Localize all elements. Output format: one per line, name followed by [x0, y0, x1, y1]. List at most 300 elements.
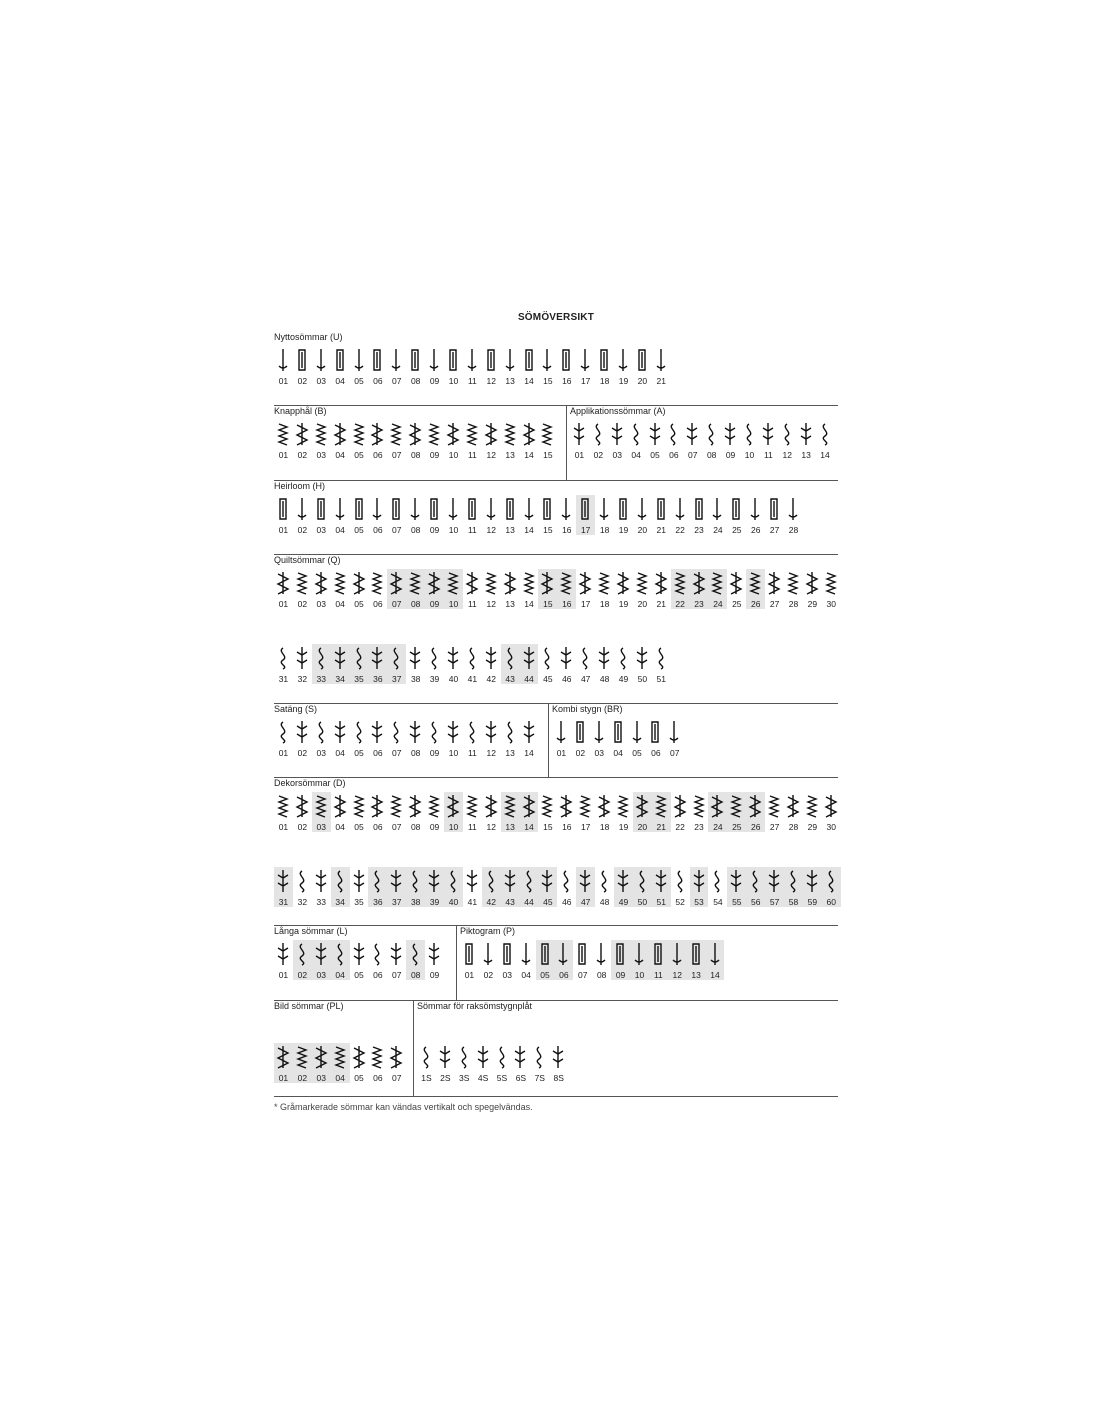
stitch-number: 16: [562, 376, 572, 386]
stitch-number: 15: [543, 376, 553, 386]
stitch-p-06: [554, 940, 573, 980]
stitch-b-14: [520, 420, 539, 460]
section-title: Sömmar för raksömstygnplåt: [417, 1001, 533, 1011]
stitch-number: 33: [316, 897, 326, 907]
stitch-d-55: [727, 867, 746, 907]
stitch-s-06: [368, 718, 387, 758]
stitch-d-26: [746, 792, 765, 832]
stitch-icon: [502, 720, 518, 744]
stitch-number: 12: [782, 450, 792, 460]
stitch-icon: [521, 422, 537, 446]
stitch-icon: [521, 720, 537, 744]
stitch-q-18: [595, 569, 614, 609]
stitch-icon: [407, 571, 423, 595]
stitch-number: 01: [278, 525, 289, 535]
stitch-icon: [539, 794, 555, 818]
stitch-icon: [426, 794, 442, 818]
stitch-l-09: [425, 940, 444, 980]
stitch-number: 27: [769, 599, 780, 609]
stitch-a-12: [778, 420, 797, 460]
stitch-icon: [502, 869, 518, 893]
stitch-number: 11: [467, 376, 477, 386]
stitch-d-32: [293, 867, 312, 907]
stitch-icon: [747, 869, 763, 893]
stitch-br-01: [552, 718, 571, 758]
stitch-icon: [553, 720, 569, 744]
stitch-number: 14: [524, 525, 534, 535]
stitch-q-32: [293, 644, 312, 684]
stitch-q-03: [312, 569, 331, 609]
stitch-icon: [313, 646, 329, 670]
stitch-number: 06: [669, 450, 679, 460]
section-title: Knapphål (B): [274, 406, 327, 416]
stitch-number: 47: [580, 897, 591, 907]
stitch-number: 49: [618, 897, 629, 907]
stitch-icon: [464, 869, 480, 893]
stitch-icon: [785, 794, 801, 818]
stitch-d-39: [425, 867, 444, 907]
stitch-icon: [294, 348, 310, 372]
stitch-icon: [747, 497, 763, 521]
stitch-q-14: [520, 569, 539, 609]
stitch-icon: [426, 720, 442, 744]
stitch-l-05: [350, 940, 369, 980]
stitch-icon: [647, 422, 663, 446]
stitch-icon: [521, 646, 537, 670]
stitch-r-3s: [455, 1043, 474, 1083]
stitch-icon: [709, 571, 725, 595]
stitch-icon: [577, 571, 593, 595]
stitch-u-06: [368, 346, 387, 386]
stitch-q-43: [501, 644, 520, 684]
stitch-icon: [483, 646, 499, 670]
stitch-icon: [275, 720, 291, 744]
stitch-number: 01: [278, 376, 289, 386]
stitch-pl-03: [312, 1043, 331, 1083]
stitch-d-07: [387, 792, 406, 832]
stitch-h-23: [690, 495, 709, 535]
stitch-number: 07: [392, 748, 402, 758]
stitch-number: 07: [578, 970, 588, 980]
stitch-icon: [804, 571, 820, 595]
stitch-number: 24: [713, 599, 723, 609]
stitch-number: 59: [807, 897, 818, 907]
stitch-icon: [817, 422, 833, 446]
stitch-number: 03: [316, 599, 326, 609]
stitch-icon: [369, 869, 385, 893]
stitch-number: 34: [335, 674, 345, 684]
stitch-number: 15: [543, 822, 553, 832]
stitch-icon: [313, 869, 329, 893]
stitch-icon: [275, 422, 291, 446]
stitch-q-24: [708, 569, 727, 609]
stitch-icon: [480, 942, 496, 966]
stitch-number: 07: [392, 1073, 402, 1083]
stitch-number: 51: [656, 674, 666, 684]
stitch-number: 03: [316, 970, 326, 980]
stitch-icon: [464, 571, 480, 595]
stitch-number: 02: [297, 599, 308, 609]
section-title: Dekorsömmar (D): [274, 778, 346, 788]
stitch-u-07: [387, 346, 406, 386]
stitch-row: [570, 420, 834, 460]
stitch-d-60: [822, 867, 841, 907]
stitch-number: 08: [410, 525, 421, 535]
stitch-icon: [426, 942, 442, 966]
stitch-number: 13: [505, 450, 515, 460]
stitch-icon: [574, 942, 590, 966]
stitch-number: 09: [429, 450, 440, 460]
stitch-number: 48: [599, 897, 610, 907]
stitch-r-4s: [474, 1043, 493, 1083]
stitch-h-13: [501, 495, 520, 535]
stitch-number: 19: [618, 599, 629, 609]
stitch-icon: [313, 348, 329, 372]
stitch-r-6s: [511, 1043, 530, 1083]
stitch-icon: [615, 497, 631, 521]
stitch-icon: [672, 869, 688, 893]
stitch-icon: [615, 794, 631, 818]
stitch-number: 22: [675, 525, 685, 535]
stitch-number: 29: [807, 599, 818, 609]
stitch-number: 1S: [421, 1073, 432, 1083]
stitch-number: 14: [524, 822, 534, 832]
stitch-d-12: [482, 792, 501, 832]
stitch-icon: [634, 646, 650, 670]
stitch-number: 06: [373, 970, 383, 980]
stitch-icon: [388, 571, 404, 595]
stitch-h-18: [595, 495, 614, 535]
stitch-icon: [577, 348, 593, 372]
stitch-d-52: [671, 867, 690, 907]
stitch-icon: [596, 497, 612, 521]
stitch-number: 42: [486, 897, 496, 907]
stitch-icon: [785, 497, 801, 521]
stitch-h-28: [784, 495, 803, 535]
stitch-icon: [351, 794, 367, 818]
section-divider: [274, 405, 838, 406]
stitch-d-19: [614, 792, 633, 832]
stitch-number: 06: [559, 970, 569, 980]
stitch-u-14: [520, 346, 539, 386]
stitch-icon: [483, 571, 499, 595]
stitch-number: 01: [278, 450, 289, 460]
stitch-icon: [369, 571, 385, 595]
stitch-icon: [351, 646, 367, 670]
stitch-number: 06: [373, 748, 383, 758]
stitch-icon: [351, 348, 367, 372]
stitch-d-27: [765, 792, 784, 832]
stitch-icon: [691, 794, 707, 818]
stitch-u-09: [425, 346, 444, 386]
stitch-a-06: [664, 420, 683, 460]
stitch-icon: [609, 422, 625, 446]
stitch-p-08: [592, 940, 611, 980]
stitch-d-53: [690, 867, 709, 907]
stitch-d-45: [538, 867, 557, 907]
section-divider: [274, 554, 838, 555]
stitch-number: 21: [656, 822, 666, 832]
stitch-icon: [634, 348, 650, 372]
stitch-icon: [369, 1045, 385, 1069]
stitch-l-04: [331, 940, 350, 980]
stitch-d-57: [765, 867, 784, 907]
stitch-number: 06: [373, 599, 383, 609]
stitch-number: 17: [580, 822, 591, 832]
stitch-icon: [596, 348, 612, 372]
stitch-icon: [275, 794, 291, 818]
stitch-q-09: [425, 569, 444, 609]
stitch-icon: [483, 422, 499, 446]
stitch-q-34: [331, 644, 350, 684]
stitch-icon: [591, 720, 607, 744]
stitch-d-29: [803, 792, 822, 832]
stitch-icon: [653, 571, 669, 595]
stitch-q-28: [784, 569, 803, 609]
stitch-icon: [388, 869, 404, 893]
stitch-number: 09: [429, 748, 440, 758]
stitch-number: 10: [744, 450, 755, 460]
stitch-icon: [728, 794, 744, 818]
stitch-row: [460, 940, 724, 980]
stitch-number: 05: [354, 970, 364, 980]
stitch-icon: [539, 869, 555, 893]
stitch-icon: [558, 794, 574, 818]
stitch-number: 16: [562, 599, 572, 609]
stitch-p-13: [687, 940, 706, 980]
stitch-s-04: [331, 718, 350, 758]
stitch-number: 13: [505, 376, 515, 386]
stitch-number: 35: [354, 674, 364, 684]
stitch-number: 16: [562, 822, 572, 832]
stitch-icon: [388, 794, 404, 818]
stitch-icon: [351, 497, 367, 521]
stitch-number: 13: [505, 822, 515, 832]
stitch-icon: [388, 1045, 404, 1069]
stitch-q-20: [633, 569, 652, 609]
section-divider: [274, 703, 838, 704]
stitch-pl-05: [350, 1043, 369, 1083]
stitch-number: 11: [467, 599, 477, 609]
stitch-d-14: [520, 792, 539, 832]
stitch-d-05: [350, 792, 369, 832]
stitch-icon: [521, 571, 537, 595]
section-divider: [274, 777, 838, 778]
stitch-number: 19: [618, 525, 629, 535]
stitch-u-02: [293, 346, 312, 386]
stitch-q-42: [482, 644, 501, 684]
stitch-number: 05: [354, 1073, 364, 1083]
stitch-number: 03: [316, 525, 326, 535]
stitch-number: 34: [335, 897, 345, 907]
stitch-number: 18: [599, 525, 610, 535]
stitch-icon: [445, 646, 461, 670]
stitch-pl-07: [387, 1043, 406, 1083]
stitch-number: 28: [788, 599, 799, 609]
stitch-number: 06: [373, 525, 383, 535]
stitch-d-44: [520, 867, 539, 907]
stitch-icon: [615, 571, 631, 595]
stitch-d-20: [633, 792, 652, 832]
stitch-icon: [539, 348, 555, 372]
stitch-q-49: [614, 644, 633, 684]
stitch-q-13: [501, 569, 520, 609]
stitch-number: 14: [710, 970, 720, 980]
stitch-q-16: [557, 569, 576, 609]
stitch-number: 16: [562, 525, 572, 535]
stitch-icon: [558, 497, 574, 521]
stitch-d-50: [633, 867, 652, 907]
stitch-icon: [313, 942, 329, 966]
stitch-number: 14: [524, 599, 534, 609]
stitch-number: 13: [691, 970, 701, 980]
stitch-icon: [703, 422, 719, 446]
stitch-q-38: [406, 644, 425, 684]
stitch-number: 11: [763, 450, 773, 460]
stitch-number: 22: [675, 822, 685, 832]
stitch-p-03: [498, 940, 517, 980]
stitch-number: 09: [429, 822, 440, 832]
stitch-number: 03: [594, 748, 604, 758]
stitch-number: 02: [575, 748, 586, 758]
stitch-icon: [615, 348, 631, 372]
stitch-number: 06: [373, 822, 383, 832]
stitch-icon: [555, 942, 571, 966]
stitch-p-12: [668, 940, 687, 980]
stitch-number: 38: [410, 897, 421, 907]
stitch-b-15: [538, 420, 557, 460]
stitch-number: 47: [580, 674, 591, 684]
stitch-p-05: [536, 940, 555, 980]
stitch-icon: [445, 497, 461, 521]
stitch-number: 04: [335, 599, 345, 609]
stitch-icon: [653, 348, 669, 372]
stitch-number: 06: [373, 450, 383, 460]
stitch-icon: [351, 422, 367, 446]
stitch-icon: [445, 720, 461, 744]
stitch-number: 05: [354, 376, 364, 386]
stitch-q-06: [368, 569, 387, 609]
stitch-r-1s: [417, 1043, 436, 1083]
stitch-l-07: [387, 940, 406, 980]
stitch-number: 09: [429, 599, 440, 609]
stitch-s-03: [312, 718, 331, 758]
stitch-icon: [464, 646, 480, 670]
stitch-h-07: [387, 495, 406, 535]
stitch-h-19: [614, 495, 633, 535]
stitch-number: 11: [467, 748, 477, 758]
stitch-number: 10: [448, 450, 459, 460]
stitch-icon: [747, 794, 763, 818]
stitch-icon: [464, 422, 480, 446]
stitch-icon: [294, 646, 310, 670]
stitch-l-08: [406, 940, 425, 980]
stitch-number: 45: [543, 897, 553, 907]
stitch-icon: [760, 422, 776, 446]
stitch-d-43: [501, 867, 520, 907]
stitch-number: 41: [467, 674, 478, 684]
stitch-q-50: [633, 644, 652, 684]
stitch-icon: [521, 794, 537, 818]
stitch-d-42: [482, 867, 501, 907]
stitch-d-30: [822, 792, 841, 832]
stitch-number: 46: [562, 897, 572, 907]
stitch-a-05: [646, 420, 665, 460]
stitch-number: 01: [278, 1073, 289, 1083]
stitch-number: 03: [316, 1073, 326, 1083]
stitch-number: 24: [713, 525, 723, 535]
stitch-icon: [709, 794, 725, 818]
stitch-number: 06: [373, 376, 383, 386]
stitch-icon: [558, 348, 574, 372]
page-title: SÖMÖVERSIKT: [517, 312, 595, 323]
stitch-number: 23: [694, 822, 704, 832]
stitch-q-05: [350, 569, 369, 609]
stitch-s-12: [482, 718, 501, 758]
stitch-icon: [577, 794, 593, 818]
stitch-a-11: [759, 420, 778, 460]
stitch-icon: [388, 348, 404, 372]
stitch-icon: [332, 942, 348, 966]
stitch-icon: [426, 571, 442, 595]
stitch-d-10: [444, 792, 463, 832]
stitch-number: 17: [580, 525, 591, 535]
stitch-icon: [653, 646, 669, 670]
stitch-number: 02: [483, 970, 494, 980]
stitch-icon: [728, 869, 744, 893]
stitch-icon: [418, 1045, 434, 1069]
stitch-row: [417, 1043, 568, 1083]
stitch-number: 21: [656, 599, 666, 609]
stitch-number: 08: [410, 822, 421, 832]
stitch-p-14: [706, 940, 725, 980]
stitch-number: 15: [543, 450, 553, 460]
stitch-icon: [426, 422, 442, 446]
stitch-b-11: [463, 420, 482, 460]
stitch-number: 05: [632, 748, 642, 758]
stitch-q-22: [671, 569, 690, 609]
stitch-number: 4S: [477, 1073, 489, 1083]
stitch-icon: [577, 646, 593, 670]
stitch-number: 18: [599, 822, 610, 832]
stitch-icon: [672, 571, 688, 595]
stitch-number: 17: [580, 599, 591, 609]
stitch-icon: [634, 571, 650, 595]
stitch-icon: [426, 869, 442, 893]
stitch-icon: [577, 497, 593, 521]
stitch-d-15: [538, 792, 557, 832]
stitch-l-06: [368, 940, 387, 980]
section-title: Långa sömmar (L): [274, 926, 348, 936]
stitch-number: 08: [410, 748, 421, 758]
stitch-icon: [688, 942, 704, 966]
stitch-q-37: [387, 644, 406, 684]
stitch-icon: [332, 497, 348, 521]
stitch-icon: [550, 1045, 566, 1069]
stitch-icon: [351, 1045, 367, 1069]
stitch-icon: [445, 869, 461, 893]
stitch-number: 19: [618, 376, 629, 386]
stitch-h-25: [727, 495, 746, 535]
stitch-h-11: [463, 495, 482, 535]
stitch-number: 04: [613, 748, 623, 758]
stitch-number: 02: [297, 748, 308, 758]
stitch-number: 14: [524, 748, 534, 758]
stitch-icon: [275, 497, 291, 521]
stitch-h-12: [482, 495, 501, 535]
stitch-icon: [369, 348, 385, 372]
stitch-number: 01: [278, 822, 289, 832]
